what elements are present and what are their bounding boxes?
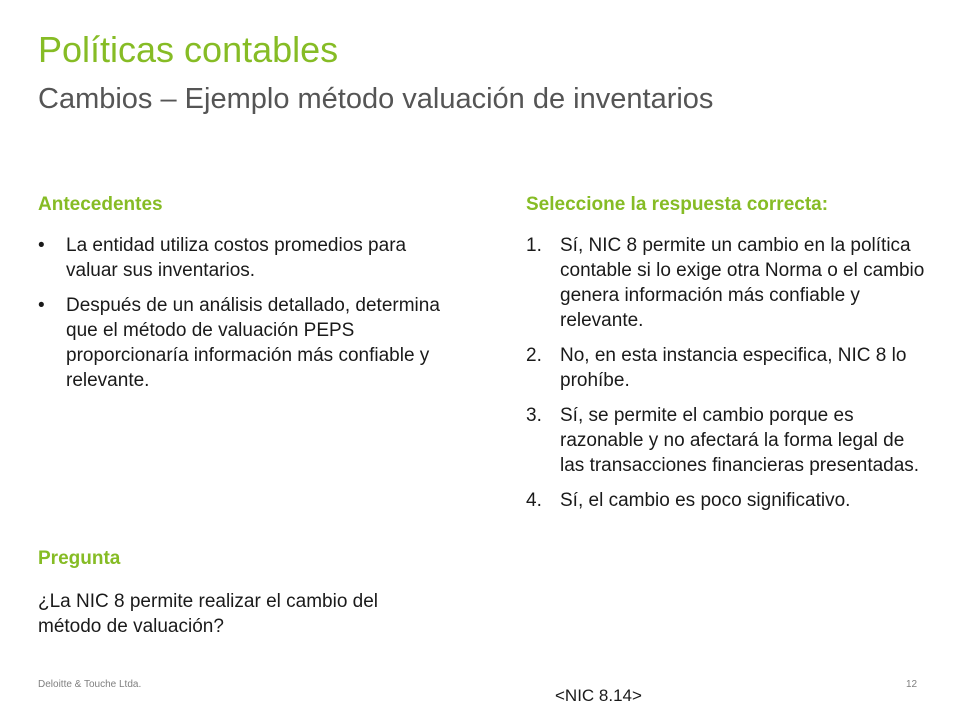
antecedentes-section xyxy=(38,192,448,403)
answer-option-2[interactable] xyxy=(526,343,926,393)
bullet-marker: • xyxy=(38,295,45,316)
answer-option-4[interactable] xyxy=(526,488,926,513)
option-number: 4. xyxy=(526,490,542,511)
option-text: Sí, se permite el cambio porque es razonable y no afectará la forma legal de las transacciones financieras presentadas. xyxy=(560,405,920,476)
answers-heading: Seleccione la respuesta correcta: xyxy=(526,194,829,215)
pregunta-heading: Pregunta xyxy=(38,548,121,569)
option-number: 2. xyxy=(526,345,542,366)
answer-options-list xyxy=(526,233,926,513)
pregunta-text: ¿La NIC 8 permite realizar el cambio del método de valuación? xyxy=(38,591,379,637)
option-text: Sí, NIC 8 permite un cambio en la política contable si lo exige otra Norma o el cambio genera información más confiable y relevante. xyxy=(560,235,925,331)
option-number: 1. xyxy=(526,235,542,256)
answers-section xyxy=(526,192,926,523)
list-item xyxy=(38,233,448,283)
answer-option-1[interactable] xyxy=(526,233,926,333)
list-item xyxy=(38,293,448,393)
bullet-text: Después de un análisis detallado, determina que el método de valuación PEPS proporcionaría información más confiable y relevante. xyxy=(66,295,440,391)
slide-subtitle: Cambios – Ejemplo método valuación de inventarios xyxy=(38,83,714,115)
answer-option-3[interactable] xyxy=(526,403,926,478)
bullet-marker: • xyxy=(38,235,45,256)
option-text: Sí, el cambio es poco significativo. xyxy=(560,490,851,511)
antecedentes-heading: Antecedentes xyxy=(38,194,163,215)
option-text: No, en esta instancia especifica, NIC 8 lo prohíbe. xyxy=(560,345,907,391)
option-number: 3. xyxy=(526,405,542,426)
antecedentes-list xyxy=(38,233,448,393)
footer-page-number: 12 xyxy=(906,679,918,690)
slide-title: Políticas contables xyxy=(38,29,339,70)
footer-reference: <NIC 8.14> xyxy=(555,686,642,705)
footer-company: Deloitte & Touche Ltda. xyxy=(38,679,142,690)
bullet-text: La entidad utiliza costos promedios para valuar sus inventarios. xyxy=(66,235,407,281)
